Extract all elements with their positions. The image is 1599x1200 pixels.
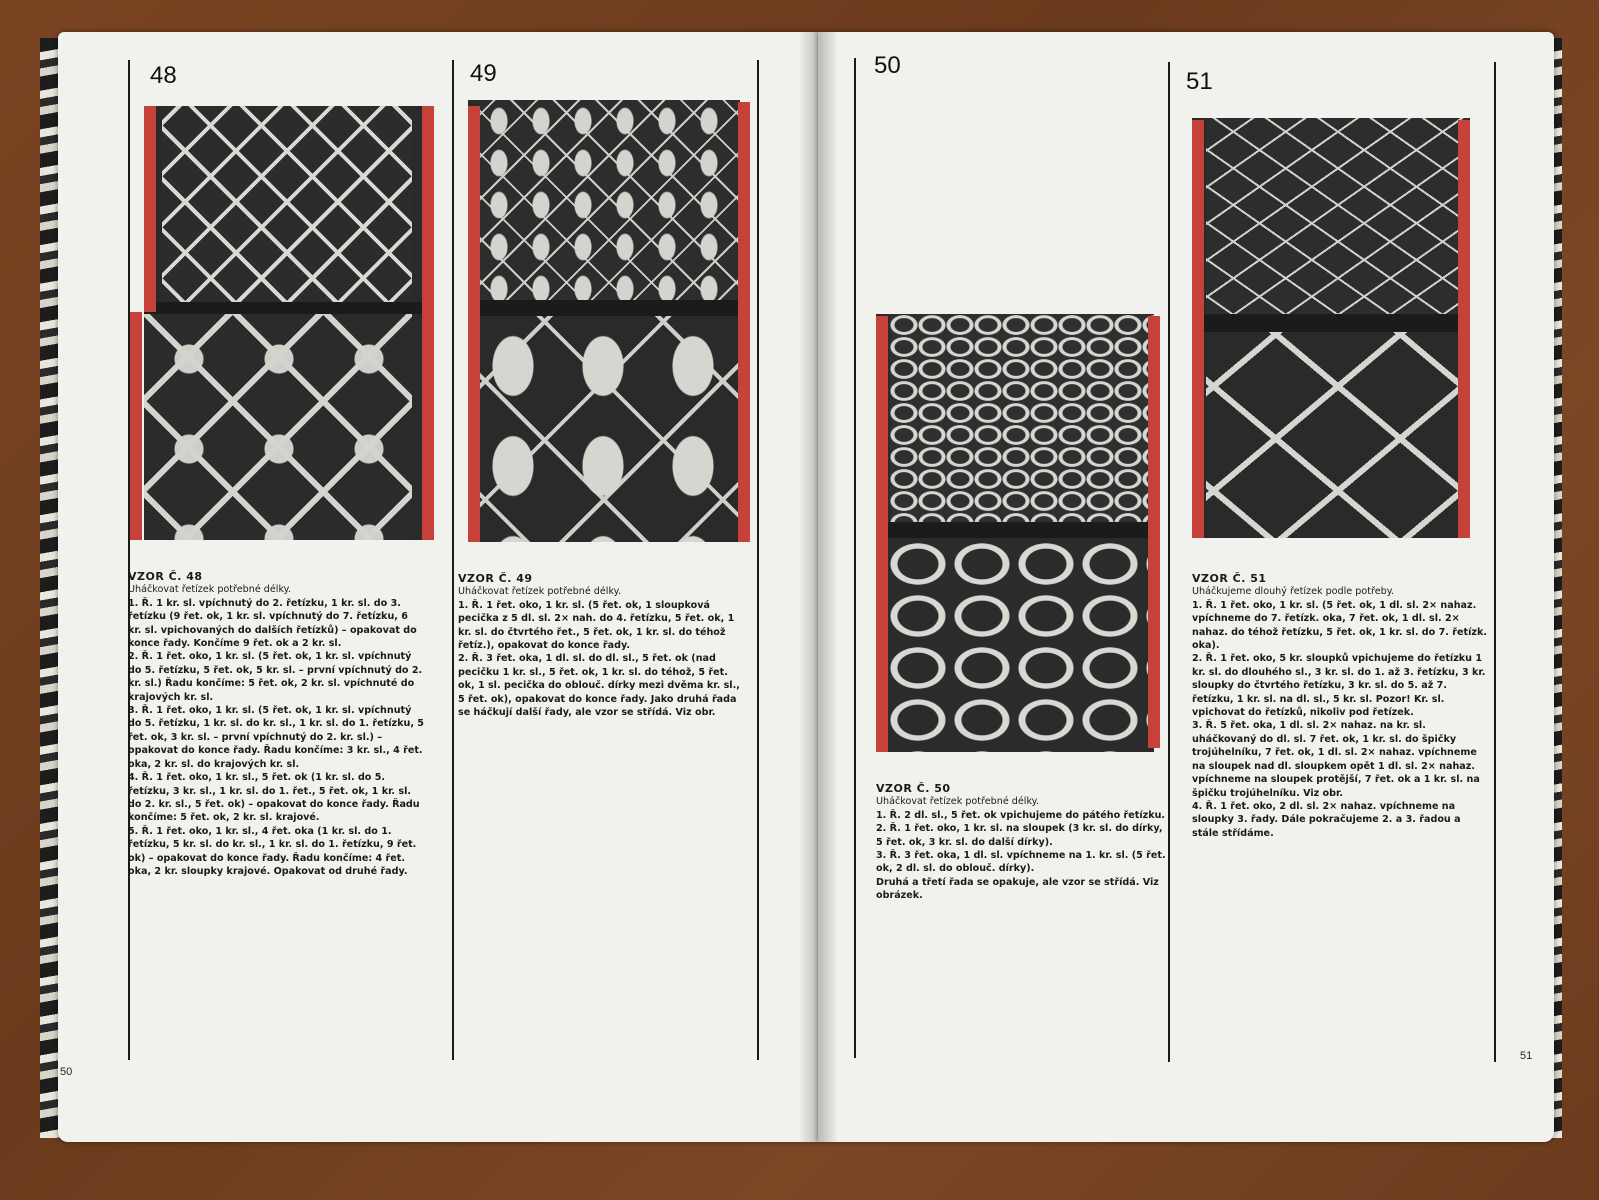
pattern-number: 51 bbox=[1186, 68, 1213, 95]
column-rule bbox=[1494, 62, 1496, 1062]
pattern-intro: Uháčkujeme dlouhý řetízek podle potřeby. bbox=[1192, 586, 1395, 598]
pattern-row: 3. Ř. 1 řet. oko, 1 kr. sl. (5 řet. ok, 1 kr. sl. vpíchnutý do 5. řetízku, 1 kr. sl. do kr. sl., 1 kr. sl. do 1. řetízku, 5 řet. ok, 3 kr. sl. – první vpíchnutý do 2. kr. sl.) – opakovat do konce řady. Řadu končíme: 3 kr. sl., 4 řet. oka, 2 kr. sl. do krajových kr. sl. bbox=[128, 705, 424, 770]
pattern-row: 4. Ř. 1 řet. oko, 1 kr. sl., 5 řet. ok (1 kr. sl. do 5. řetízku, 3 kr. sl., 1 kr. sl. do 1. řet., 5 řet. ok, 1 kr. sl. do 2. kr. sl., 5 řet. ok) – opakovat do konce řady. Řadu končíme: 5 řet. ok, 2 kr. sl. krajové. bbox=[128, 772, 420, 824]
red-bar bbox=[468, 106, 480, 542]
pattern-number: 48 bbox=[150, 62, 177, 89]
pattern-row: 4. Ř. 1 řet. oko, 2 dl. sl. 2× nahaz. vpíchneme na sloupky 3. řady. Dále pokračujeme 2. a 3. řadou a stále střídáme. bbox=[1192, 800, 1461, 839]
pattern-intro: Uháčkovat řetízek potřebné délky. bbox=[458, 586, 622, 598]
pattern-row: 5. Ř. 1 řet. oko, 1 kr. sl., 4 řet. oka (1 kr. sl. do 1. řetízku, 5 kr. sl. do kr. sl., 1 kr. sl. do 1. řetízku, 9 řet. ok) – opakovat do konce řady. Řadu končíme: 4 řet. oka, 2 kr. sloupky krajové. Opakovat od druhé řady. bbox=[128, 825, 417, 877]
column-rule bbox=[128, 60, 130, 1060]
pattern-text-51 bbox=[1192, 572, 1488, 840]
pattern-row: 1. Ř. 2 dl. sl., 5 řet. ok vpichujeme do pátého řetízku. bbox=[876, 809, 1166, 821]
red-bar bbox=[130, 312, 142, 540]
pattern-title: VZOR Č. 49 bbox=[458, 572, 533, 585]
pattern-row: Druhá a třetí řada se opakuje, ale vzor se střídá. Viz obrázek. bbox=[876, 876, 1159, 902]
red-bar bbox=[876, 316, 888, 752]
pattern-row: 1. Ř. 1 řet. oko, 1 kr. sl. (5 řet. ok, 1 sloupková pecička z 5 dl. sl. 2× nah. do 4. řetízku, 5 řet. ok, 1 kr. sl. do čtvrtého řet., 5 řet. ok, 1 kr. sl. do téhož řetíz.), opakovat do konce řady. bbox=[458, 599, 735, 652]
red-bar bbox=[1148, 316, 1160, 748]
lace-photo-48 bbox=[144, 106, 424, 540]
pattern-row: 1. Ř. 1 řet. oko, 1 kr. sl. (5 řet. ok, 1 dl. sl. 2× nahaz. vpíchneme do 7. řetízk. oka, 7 řet. ok, 1 dl. sl. 2× nahaz. do téhož řetízku, 5 řet. ok, 1 kr. sl. do 7. řetízk. oka). bbox=[1192, 599, 1487, 652]
red-bar bbox=[422, 106, 434, 540]
pattern-row: 3. Ř. 3 řet. oka, 1 dl. sl. vpíchneme na 1. kr. sl. (5 řet. ok, 2 dl. sl. do oblouč. dírky). bbox=[876, 850, 1166, 875]
lace-photo-50 bbox=[876, 314, 1154, 752]
pattern-text-48 bbox=[128, 570, 424, 878]
page-gutter bbox=[798, 32, 838, 1142]
pattern-number: 50 bbox=[874, 52, 901, 79]
pattern-row: 1. Ř. 1 kr. sl. vpíchnutý do 2. řetízku, 1 kr. sl. do 3. řetízku (9 řet. ok, 1 kr. sl. vpíchnutý do 7. řetízku, 6 kr. sl. vpichovaných do dalších řetízků) – opakovat do konce řady. Končíme 9 řet. ok a 2 kr. sl. bbox=[128, 597, 417, 650]
pattern-row: 2. Ř. 3 řet. oka, 1 dl. sl. do dl. sl., 5 řet. ok (nad pecičku 1 kr. sl., 5 řet. ok, 1 kr. sl. do téhož, 5 řet. ok, 1 sl. pecička do oblouč. dírky mezi dvěma kr. sl., 5 řet. ok), opakovat do konce řady. Jako druhá řada se háčkují další řady, ale vzor se střídá. Viz obr. bbox=[458, 653, 740, 719]
pattern-text-49 bbox=[458, 572, 746, 719]
pattern-title: VZOR Č. 50 bbox=[876, 782, 951, 795]
red-bar bbox=[738, 102, 750, 542]
red-bar bbox=[1458, 120, 1470, 538]
pattern-row: 2. Ř. 1 řet. oko, 1 kr. sl. na sloupek (3 kr. sl. do dírky, 5 řet. ok, 3 kr. sl. do další dírky). bbox=[876, 823, 1163, 848]
pattern-intro: Uháčkovat řetízek potřebné délky. bbox=[128, 584, 292, 596]
lace-photo-49 bbox=[468, 100, 740, 542]
pattern-text-50 bbox=[876, 782, 1166, 903]
pattern-intro: Uháčkovat řetízek potřebné délky. bbox=[876, 796, 1040, 808]
lace-photo-51 bbox=[1192, 118, 1470, 538]
pattern-number: 49 bbox=[470, 60, 497, 87]
pattern-title: VZOR Č. 51 bbox=[1192, 572, 1267, 585]
column-rule bbox=[1168, 62, 1170, 1062]
pattern-row: 2. Ř. 1 řet. oko, 1 kr. sl. (5 řet. ok, 1 kr. sl. vpíchnutý do 5. řetízku, 5 řet. ok, 5 kr. sl. – první vpíchnutý do 2. kr. sl.) Řadu končíme: 5 řet. ok, 2 kr. sl. vpíchnuté do krajových kr. sl. bbox=[128, 651, 423, 703]
pattern-row: 3. Ř. 5 řet. oka, 1 dl. sl. 2× nahaz. na kr. sl. uháčkovaný do dl. sl. 7 řet. ok, 1 kr. sl. do špičky trojúhelníku, 7 řet. ok, 1 dl. sl. 2× nahaz. vpíchneme na sloupek nad dl. sloupkem opět 1 dl. sl. 2× nahaz. vpíchneme na sloupek protější, 7 řet. ok a 1 kr. sl. na špičku trojúhelníku. Viz obr. bbox=[1192, 720, 1480, 799]
pattern-title: VZOR Č. 48 bbox=[128, 570, 203, 583]
pattern-row: 2. Ř. 1 řet. oko, 5 kr. sloupků vpichujeme do řetízku 1 kr. sl. do dlouhého sl., 3 kr. sl. do 1. až 3. řetízku, 3 kr. sloupky do čtvrtého řetízku, 3 kr. sl. do 5. až 7. řetízku, 1 kr. sl. na dl. sl., 5 kr. sl. Pozor! Kr. sl. vpichovat do řetízků, nikoliv pod řetízek. bbox=[1192, 653, 1486, 719]
red-bar bbox=[1192, 120, 1204, 538]
page-number-right: 51 bbox=[1520, 1050, 1533, 1062]
column-rule bbox=[452, 60, 454, 1060]
column-rule bbox=[854, 58, 856, 1058]
column-rule bbox=[757, 60, 759, 1060]
red-bar bbox=[144, 106, 156, 312]
page-number-left: 50 bbox=[60, 1066, 73, 1078]
